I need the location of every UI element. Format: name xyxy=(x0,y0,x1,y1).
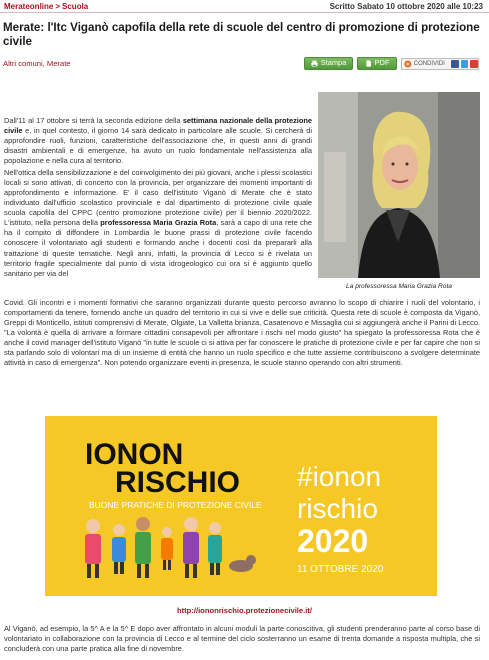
paragraph-2-text-c: , sarà a capo di una rete che ha il compito di diffondere in Lombardia le buone prassi di protezione civile facendo conoscere il volontariato agli studenti e formando anche i docenti così da prepararli alla trattazione di queste tematiche. Negli anni, infatti, la provincia di Lecco si è rivelata un territorio fragile specialmente dal punto di vista idrogeologico cui ora si è aggiunto quello sanitario per via del xyxy=(4,218,312,278)
banner-graphic xyxy=(45,416,437,596)
campaign-link[interactable]: http://iononrischio.protezionecivile.it/ xyxy=(176,606,312,615)
banner-hashtag-line1: #ionon xyxy=(297,461,382,492)
banner-logo-line1: IONON xyxy=(85,438,184,471)
breadcrumb-section-link[interactable]: Scuola xyxy=(62,2,89,11)
top-bar xyxy=(0,0,489,13)
banner-date: 11 OTTOBRE 2020 xyxy=(297,564,384,575)
pdf-button[interactable] xyxy=(357,57,397,70)
pdf-label: PDF xyxy=(374,58,390,68)
paragraph-1-bold: settimana nazionale della protezione civile xyxy=(4,116,312,136)
iononrischio-banner[interactable] xyxy=(45,416,437,596)
photo-caption: La professoressa Maria Grazia Rota xyxy=(346,283,452,290)
article-photo xyxy=(318,92,480,278)
banner-logo-line2: RISCHIO xyxy=(115,466,241,499)
photo-illustration xyxy=(318,92,480,278)
banner-hashtag-line2: rischio xyxy=(297,493,378,524)
breadcrumb-home-link[interactable]: Merateonline xyxy=(4,2,54,11)
share-icon xyxy=(404,60,412,68)
paragraph-2-text-a: Nell'ottica della sensibilizzazione e del coinvolgimento dei più giovani, anche i plessi scolastici locali si sono attivati, di concerto con la provincia, per organizzare dei momenti importanti di approfondimento e informazione. E' il caso dell'istituto Viganò di Merate che è stato individuato dall'ufficio scolastico provinciale e dal dipartimento di protezione civile quale scuola capofila del CPPC (centro promozione protezione civile) per il biennio 2020/2022. L'istituto, nella persona della xyxy=(4,168,312,228)
breadcrumb xyxy=(4,2,88,13)
paragraph-2 xyxy=(4,168,312,279)
banner-year: 2020 xyxy=(297,523,369,559)
paragraph-3: Covid. Gli incontri e i momenti formativi che saranno organizzati durante questo percorso avranno lo scopo di chiarire i ruoli del volontario, i comportamenti da tenere, fornendo anche un quadro del territorio in cui si vive e delle sue criticità. Questa rete di scuole è composta da Viganò, Greppi di Monticello, istituti comprensivi di Merate, Olgiate, La Valletta brianza, Casatenovo e Missaglia cui si aggiungerà anche il Parini di Lecco. "La volontà è quella di arrivare a formare cittadini consapevoli per affrontare i rischi nel modo giusto" ha spiegato la professoressa Rota che è anche il covid manager dell'istituto Viganò "in tutte le scuole ci si attiva per far conoscere le pratiche di protezione civile e per far capire che non si sta parlando solo di volontari ma di un insieme di entità che hanno un ruolo specifico e che tutte assieme contribuiscono a svolgere determinate attività in caso di emergenza". Non potendo organizzare eventi in presenza, le scuole stanno operando con altri strumenti. xyxy=(4,298,480,368)
breadcrumb-separator: > xyxy=(55,2,61,11)
email-icon[interactable] xyxy=(470,60,478,68)
article-title: Merate: l'Itc Viganò capofila della rete di scuole del centro di promozione di protezione civile xyxy=(3,21,480,49)
print-label: Stampa xyxy=(320,58,347,68)
paragraph-1-text-a: Dall'11 al 17 ottobre si terrà la seconda edizione della xyxy=(4,116,183,125)
share-widget[interactable] xyxy=(401,58,479,70)
share-label: CONDIVIDI xyxy=(413,60,445,67)
print-button[interactable] xyxy=(304,57,353,70)
facebook-icon[interactable] xyxy=(451,60,459,68)
paragraph-1 xyxy=(4,116,312,166)
publish-date: Scritto Sabato 10 ottobre 2020 alle 10:23 xyxy=(329,2,483,11)
document-icon xyxy=(365,60,372,67)
paragraph-1-text-c: e, in quel contesto, il giorno 14 sarà dedicato in particolare alle scuole. Si cercherà di approfondire ruoli, funzioni, caratteristiche dell'associazione che, in questi anni di grandi disastri ambientali e di emergenze, ha avuto un ruolo fondamentale nell'assistenza alla popolazione e nella cura al territorio. xyxy=(4,126,312,166)
printer-icon xyxy=(311,60,318,67)
banner-tagline: BUONE PRATICHE DI PROTEZIONE CIVILE xyxy=(89,500,262,510)
article-section-link[interactable]: Altri comuni, Merate xyxy=(3,59,71,68)
twitter-icon[interactable] xyxy=(461,60,469,68)
paragraph-2-bold: professoressa Maria Grazia Rota xyxy=(100,218,217,228)
paragraph-4: Al Viganò, ad esempio, la 5^ A e la 5^ E dopo aver affrontato in alcuni moduli la parte conoscitiva, gli studenti prenderanno parte al corso base di volontariato in collaborazione con la provincia di Lecco e al termine del ciclo sosterranno un esame di trenta domande a risposta multipla, che si concluderà con una parte pratica alla fine di novembre. xyxy=(4,624,480,654)
